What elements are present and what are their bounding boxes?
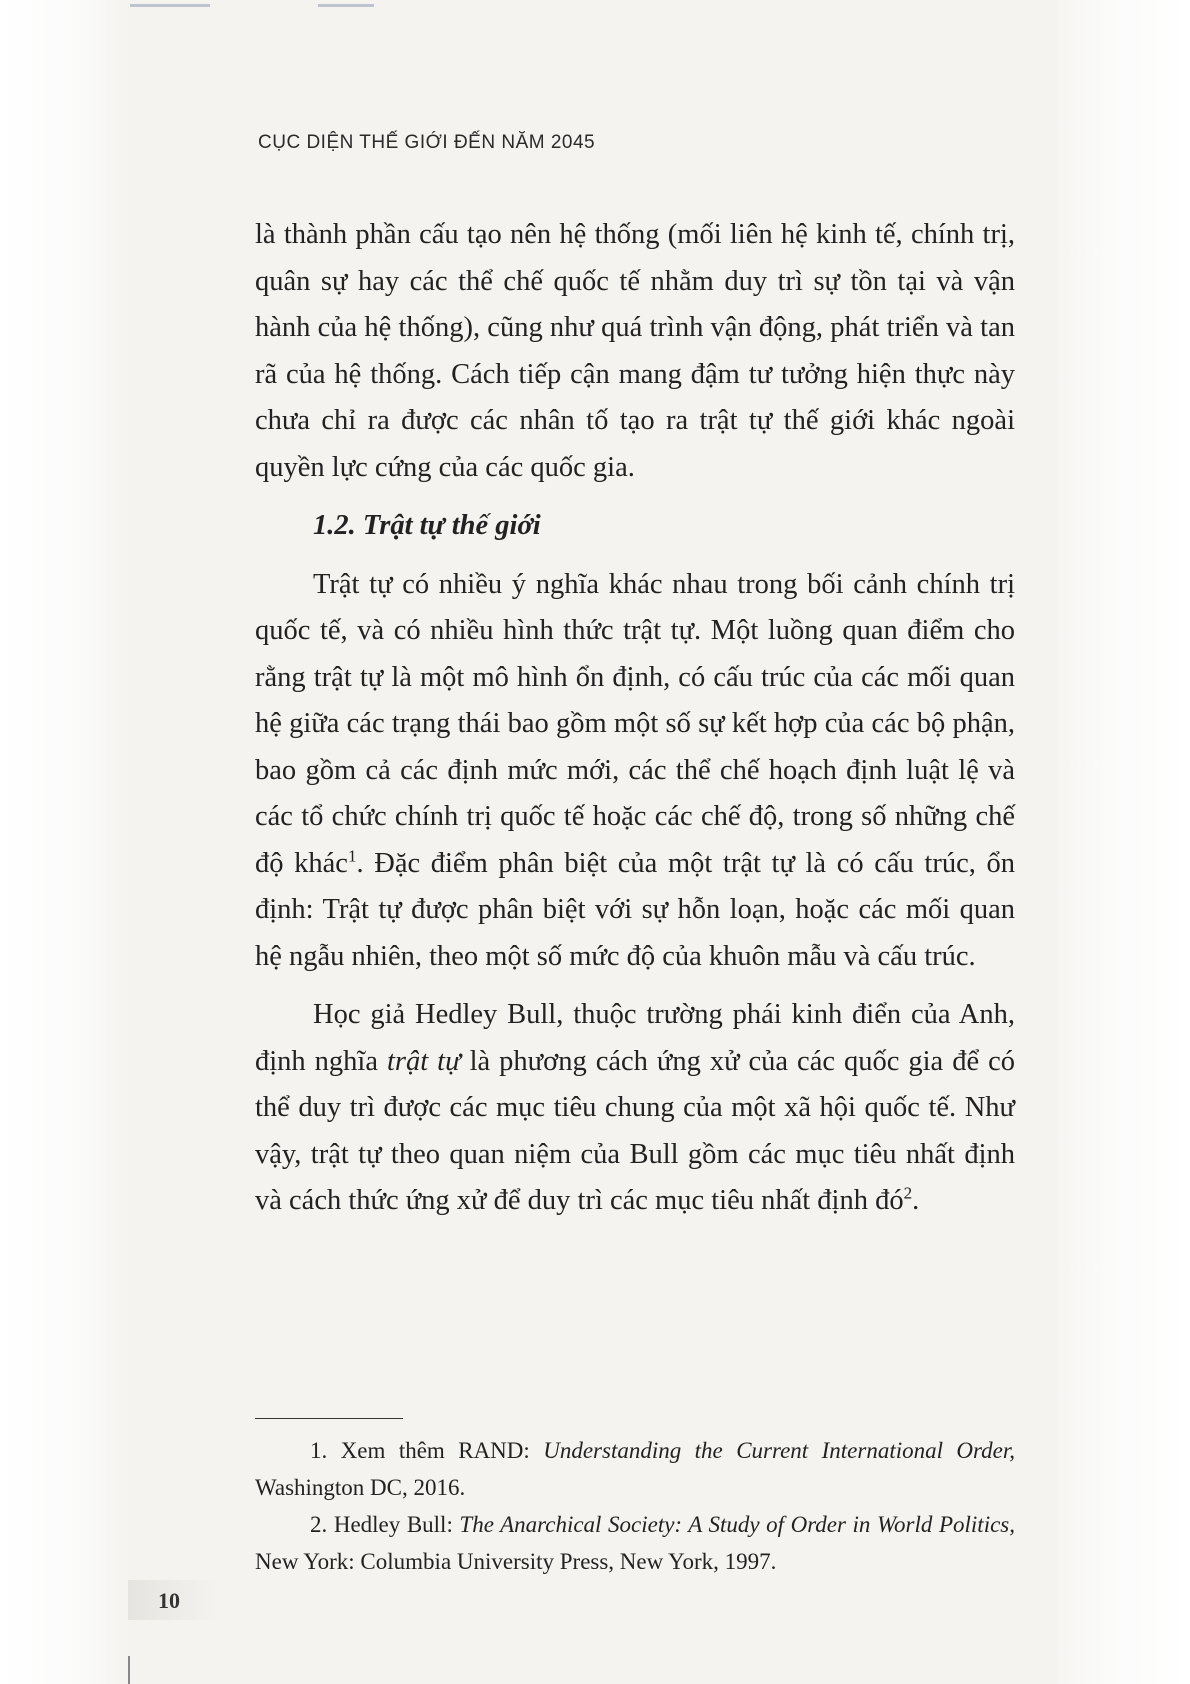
emphasis-term: trật tự xyxy=(386,1045,461,1077)
paragraph-text: . Đặc điểm phân biệt của một trật tự là có cấu trúc, ổn định: Trật tự được phân biệt với sự hỗn loạn, hoặc các mối quan hệ ngẫu nhiên, theo một số mức độ của khuôn mẫu và cấu trúc. xyxy=(255,847,1015,972)
paragraph xyxy=(255,562,1015,981)
footnote-prefix: 1. Xem thêm RAND: xyxy=(310,1438,544,1463)
paragraph: là thành phần cấu tạo nên hệ thống (mối liên hệ kinh tế, chính trị, quân sự hay các thể chế quốc tế nhằm duy trì sự tồn tại và vận hành của hệ thống), cũng như quá trình vận động, phát triển và tan rã của hệ thống. Cách tiếp cận mang đậm tư tưởng hiện thực này chưa chỉ ra được các nhân tố tạo ra trật tự thế giới khác ngoài quyền lực cứng của các quốc gia. xyxy=(255,219,1015,483)
footnote-suffix: Washington DC, 2016. xyxy=(255,1475,466,1500)
page-number: 10 xyxy=(158,1588,180,1613)
section-heading: 1.2. Trật tự thế giới xyxy=(313,510,541,541)
footnote-reference[interactable]: 2 xyxy=(903,1183,913,1203)
paragraph-text: là phương cách ứng xử của các quốc gia để có thể duy trì được các mục tiêu chung của một xã hội quốc tế. Như vậy, trật tự theo quan niệm của Bull gồm các mục tiêu nhất định và cách thức ứng xử để duy trì các mục tiêu nhất định đó xyxy=(255,1045,1015,1216)
footnote-title: The Anarchical Society: A Study of Order in World Politics, xyxy=(459,1512,1015,1537)
footnote-separator xyxy=(255,1418,403,1419)
footnotes xyxy=(255,1432,1015,1580)
footnote-suffix: New York: Columbia University Press, New York, 1997. xyxy=(255,1549,777,1574)
footnote-title: Understanding the Current International Order, xyxy=(543,1438,1015,1463)
footnote-reference[interactable]: 1 xyxy=(347,846,357,865)
main-text xyxy=(255,212,1015,1237)
footnote xyxy=(255,1506,1015,1580)
scan-margin-right xyxy=(1050,0,1190,1684)
running-header: CỤC DIỆN THẾ GIỚI ĐẾN NĂM 2045 xyxy=(258,132,596,153)
paragraph xyxy=(255,992,1015,1225)
paragraph-text: . xyxy=(912,1185,920,1216)
scan-artifact-mark xyxy=(130,4,210,7)
footnote-prefix: 2. Hedley Bull: xyxy=(310,1512,460,1537)
scan-artifact-mark xyxy=(318,4,374,7)
paragraph-text: Trật tự có nhiều ý nghĩa khác nhau trong bối cảnh chính trị quốc tế, và có nhiều hình thức trật tự. Một luồng quan điểm cho rằng trật tự là một mô hình ổn định, có cấu trúc của các mối quan hệ giữa các trạng thái bao gồm một số sự kết hợp của các bộ phận, bao gồm cả các định mức mới, các thể chế hoạch định luật lệ và các tổ chức chính trị quốc tế hoặc các chế độ, trong số những chế độ khác xyxy=(255,568,1015,879)
footnote xyxy=(255,1432,1015,1506)
scan-artifact-corner xyxy=(128,1656,140,1684)
paragraph-text: Học giả Hedley Bull, thuộc trường phái kinh điển của Anh, định nghĩa xyxy=(255,999,1015,1077)
scan-margin-left xyxy=(0,0,130,1684)
